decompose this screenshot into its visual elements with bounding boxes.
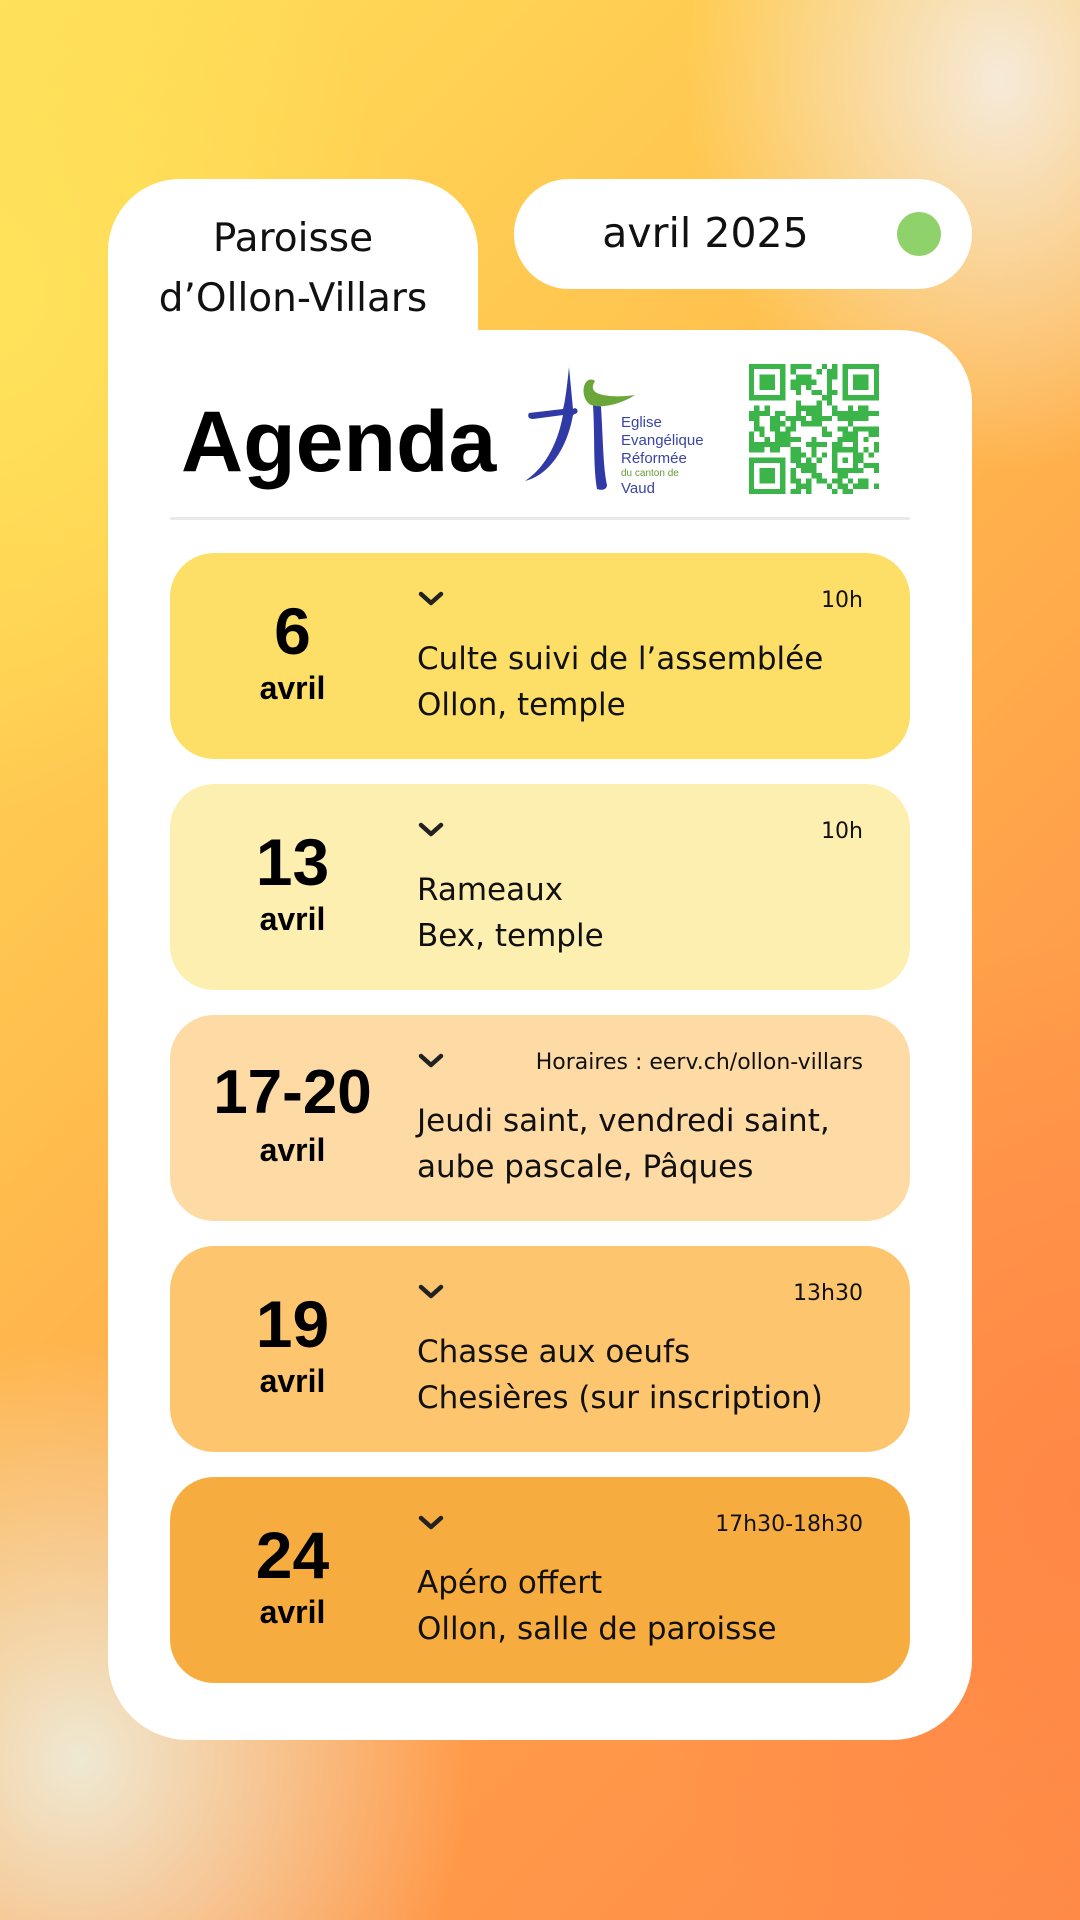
chevron-down-icon[interactable] bbox=[417, 589, 445, 609]
chevron-down-icon[interactable] bbox=[417, 1051, 445, 1071]
event-day: 19 bbox=[255, 1287, 330, 1361]
event-place: Bex, temple bbox=[417, 918, 604, 954]
chevron-down-icon[interactable] bbox=[417, 1513, 445, 1533]
event-day: 24 bbox=[255, 1518, 330, 1592]
event-place: Ollon, salle de paroisse bbox=[417, 1611, 777, 1647]
status-dot-icon bbox=[897, 212, 941, 256]
event-day: 17-20 bbox=[213, 1058, 372, 1127]
event-card[interactable] bbox=[170, 1015, 910, 1221]
event-day: 13 bbox=[255, 825, 330, 899]
event-time: 13h30 bbox=[793, 1281, 863, 1306]
month-pill[interactable] bbox=[514, 179, 972, 289]
event-month: avril bbox=[259, 901, 326, 937]
event-place: Chesières (sur inscription) bbox=[417, 1380, 823, 1416]
event-card[interactable] bbox=[170, 784, 910, 990]
eerv-logo-text: Eglise Evangélique Réformée du canton de Vaud bbox=[621, 414, 704, 497]
event-time: 10h bbox=[821, 588, 863, 613]
event-title: Rameaux bbox=[417, 872, 564, 908]
event-title: Chasse aux oeufs bbox=[417, 1334, 691, 1370]
parish-name: Paroisse d’Ollon-Villars bbox=[158, 216, 428, 321]
event-card[interactable] bbox=[170, 1246, 910, 1452]
event-place: Ollon, temple bbox=[417, 687, 626, 723]
chevron-down-icon[interactable] bbox=[417, 820, 445, 840]
event-time: 17h30-18h30 bbox=[715, 1512, 863, 1537]
event-month: avril bbox=[259, 670, 326, 706]
page-title: Agenda bbox=[181, 394, 497, 490]
qr-code-icon[interactable] bbox=[749, 364, 879, 494]
event-month: avril bbox=[259, 1363, 326, 1399]
divider bbox=[170, 517, 910, 520]
agenda-card bbox=[108, 330, 972, 1740]
event-title: Apéro offert bbox=[417, 1565, 603, 1601]
event-time: 10h bbox=[821, 819, 863, 844]
month-label: avril 2025 bbox=[602, 209, 809, 257]
event-month: avril bbox=[259, 1594, 326, 1630]
event-title: Culte suivi de l’assemblée bbox=[417, 641, 824, 677]
event-card[interactable] bbox=[170, 1477, 910, 1683]
event-month: avril bbox=[259, 1132, 326, 1168]
event-title: Jeudi saint, vendredi saint, bbox=[417, 1103, 830, 1139]
chevron-down-icon[interactable] bbox=[417, 1282, 445, 1302]
event-list bbox=[170, 553, 910, 1708]
event-card[interactable] bbox=[170, 553, 910, 759]
event-place: aube pascale, Pâques bbox=[417, 1149, 754, 1185]
event-time: Horaires : eerv.ch/ollon-villars bbox=[535, 1050, 863, 1075]
eerv-logo bbox=[523, 357, 723, 497]
event-day: 6 bbox=[274, 594, 311, 668]
